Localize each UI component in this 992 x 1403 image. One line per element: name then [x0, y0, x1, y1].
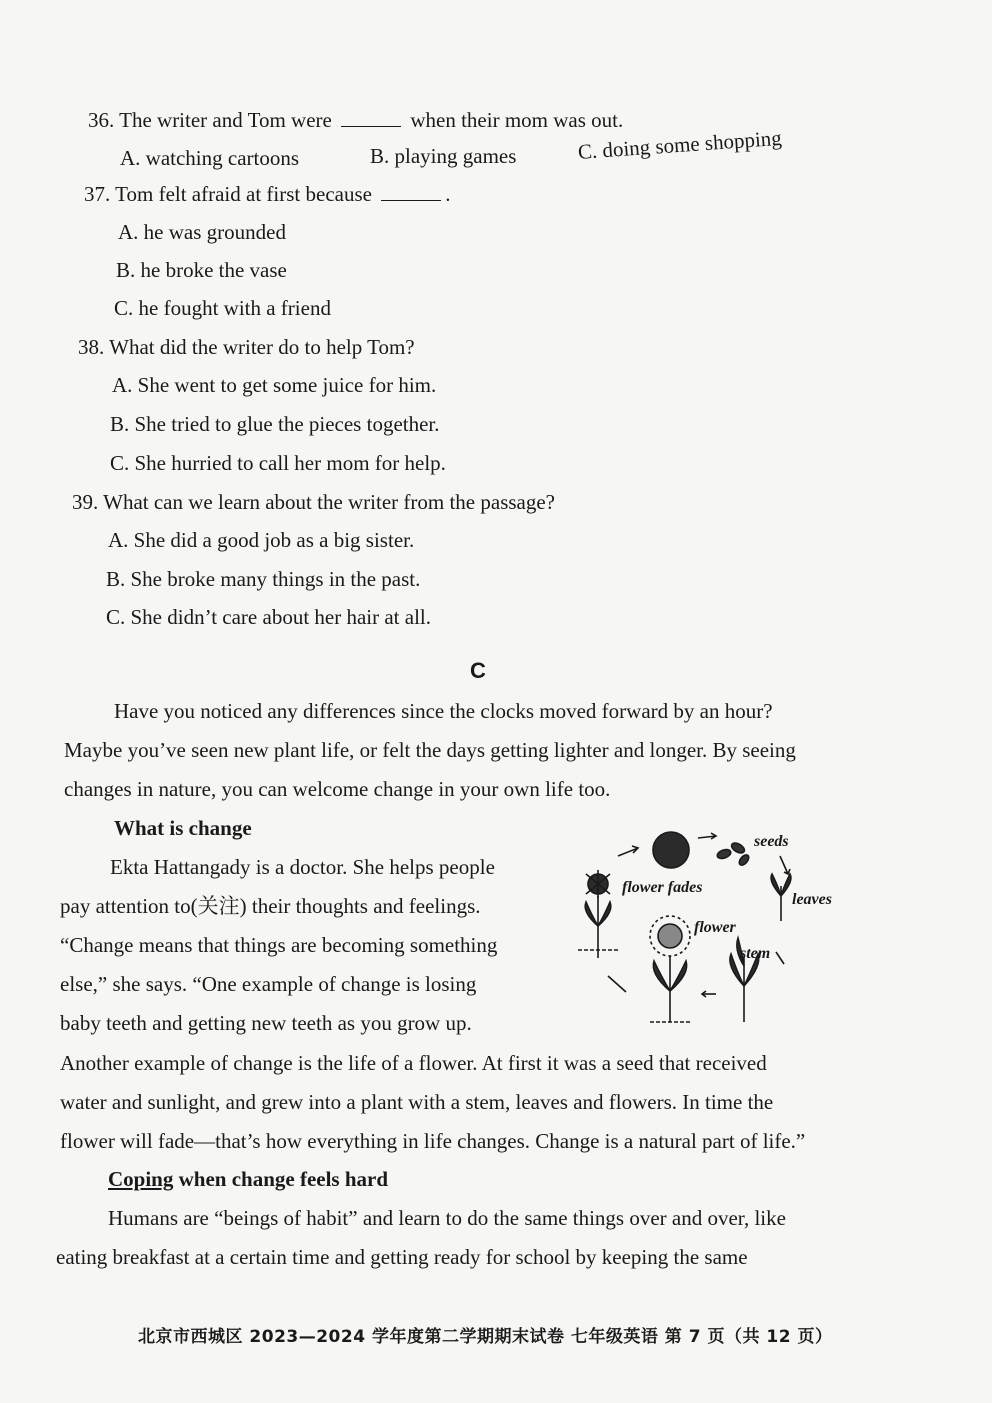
question-36 [88, 108, 623, 133]
blooming-flower-icon [650, 916, 690, 1022]
question-stem: Tom felt afraid at first because [115, 182, 372, 206]
coping-word: Coping [108, 1167, 174, 1191]
question-stem: What can we learn about the writer from the passage? [103, 490, 556, 514]
body1-line-6: Another example of change is the life of a flower. At first it was a seed that received [60, 1051, 767, 1075]
body1-line-7: water and sunlight, and grew into a plant with a stem, leaves and flowers. In time the [60, 1090, 774, 1114]
label-flower: flower [694, 919, 736, 936]
seed-icon [737, 853, 750, 867]
leaf-icon [771, 874, 781, 896]
body1-line-8: flower will fade—that’s how everything in life changes. Change is a natural part of life.” [60, 1129, 806, 1153]
body2-line-1: Humans are “beings of habit” and learn to do the same things over and over, like [108, 1206, 786, 1230]
answer-blank [381, 200, 441, 201]
option-39-a: A. She did a good job as a big sister. [108, 528, 415, 552]
option-37-c: C. he fought with a friend [114, 296, 331, 320]
subheading-what-is-change: What is change [114, 816, 252, 840]
coping-rest: when change feels hard [173, 1167, 389, 1191]
option-39-b: B. She broke many things in the past. [106, 567, 421, 591]
intro-line-3: changes in nature, you can welcome change in your own life too. [64, 777, 611, 801]
body1-line-2: pay attention to(关注) their thoughts and feelings. [60, 894, 481, 918]
intro-line-2: Maybe you’ve seen new plant life, or felt the days getting lighter and longer. By seeing [64, 738, 796, 762]
body2-line-2: eating breakfast at a certain time and getting ready for school by keeping the same [56, 1245, 748, 1269]
option-36-b: B. playing games [370, 144, 517, 168]
leaf-icon [781, 874, 791, 896]
subheading-coping [108, 1167, 388, 1192]
answer-blank [341, 126, 401, 127]
seed-icon [716, 848, 732, 860]
question-number: 37. [84, 182, 111, 206]
option-37-a: A. he was grounded [118, 220, 286, 244]
question-stem: What did the writer do to help Tom? [109, 335, 415, 359]
question-39 [72, 490, 555, 515]
option-39-c: C. She didn’t care about her hair at all. [106, 605, 432, 629]
option-38-a: A. She went to get some juice for him. [112, 373, 437, 397]
question-stem-end: when their mom was out. [410, 108, 624, 132]
intro-line-1: Have you noticed any differences since the clocks moved forward by an hour? [114, 699, 773, 723]
option-36-a: A. watching cartoons [120, 146, 300, 170]
question-number: 38. [78, 335, 105, 359]
label-seeds: seeds [754, 833, 789, 850]
label-stem: stem [740, 945, 771, 962]
faded-flower-icon [578, 870, 618, 958]
option-38-c: C. She hurried to call her mom for help. [110, 451, 446, 475]
label-leaves: leaves [792, 891, 832, 908]
body1-line-5: baby teeth and getting new teeth as you grow up. [60, 1011, 472, 1035]
seed-icon [730, 841, 746, 855]
question-stem: The writer and Tom were [119, 108, 332, 132]
body1-line-4: else,” she says. “One example of change is losing [60, 972, 477, 996]
question-number: 36. [88, 108, 115, 132]
label-flower-fades: flower fades [622, 879, 703, 896]
section-title: C [470, 658, 486, 683]
flower-life-cycle-diagram [566, 826, 856, 1032]
option-37-b: B. he broke the vase [116, 258, 287, 282]
question-stem-end: . [445, 182, 451, 206]
option-38-b: B. She tried to glue the pieces together. [110, 412, 440, 436]
option-36-c: C. doing some shopping [577, 125, 783, 164]
question-number: 39. [72, 490, 99, 514]
seed-head-icon [653, 832, 689, 868]
page-footer: 北京市西城区 2023—2024 学年度第二学期期末试卷 七年级英语 第 7 页（共 12 页） [138, 1327, 833, 1347]
body1-line-1: Ekta Hattangady is a doctor. She helps people [110, 855, 495, 879]
question-37 [84, 182, 450, 207]
body1-line-3: “Change means that things are becoming something [60, 933, 498, 957]
question-38 [78, 335, 415, 360]
